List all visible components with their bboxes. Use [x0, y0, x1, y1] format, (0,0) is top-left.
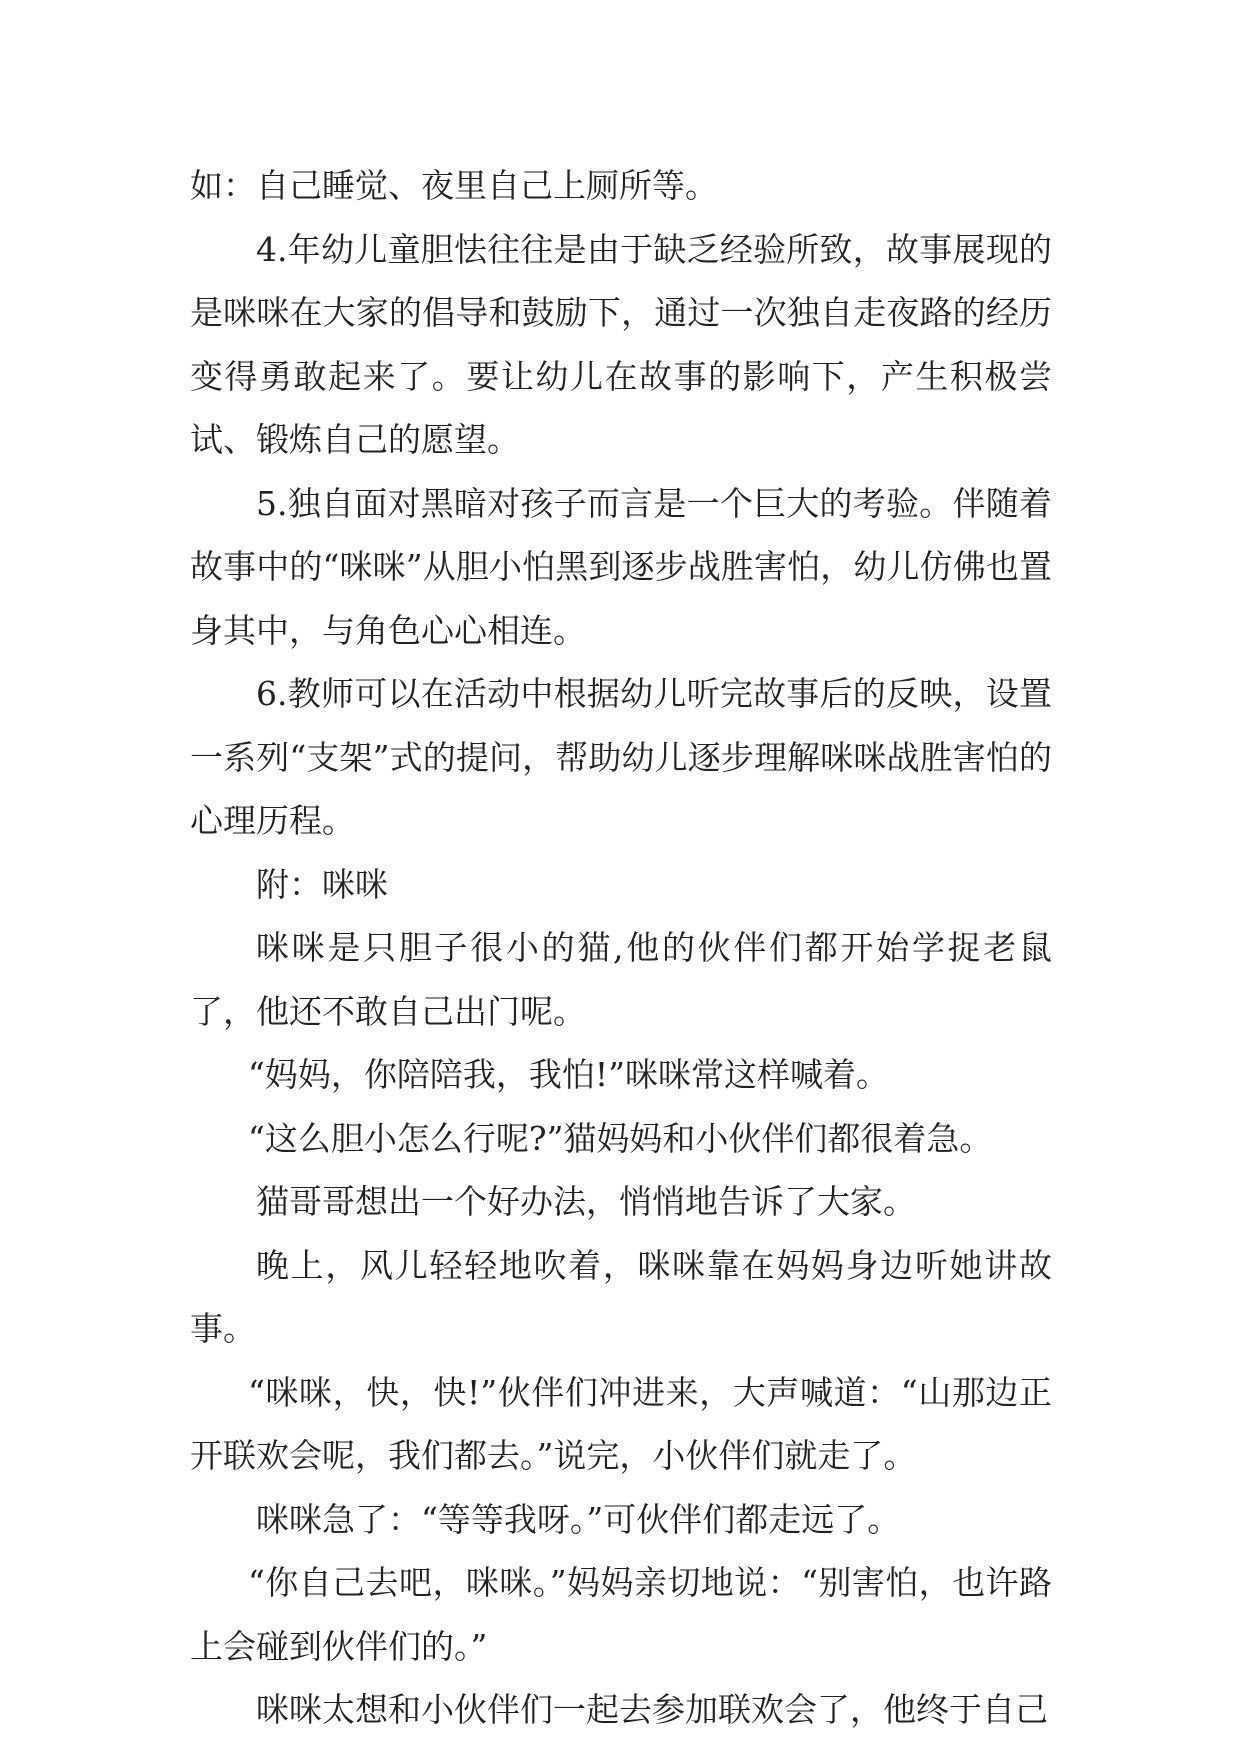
paragraph: “妈妈，你陪陪我，我怕!”咪咪常这样喊着。: [248, 1055, 890, 1094]
paragraph: 6.教师可以在活动中根据幼儿听完故事后的反映，设置一系列“支架”式的提问，帮助幼儿逐步理解咪咪战胜害怕的心理历程。: [190, 674, 1052, 840]
paragraph: “你自己去吧，咪咪。”妈妈亲切地说：“别害怕，也许路上会碰到伙伴们的。”: [190, 1563, 1052, 1666]
paragraph: 咪咪是只胆子很小的猫,他的伙伴们都开始学捉老鼠了，他还不敢自己出门呢。: [190, 928, 1052, 1031]
paragraph: 咪咪太想和小伙伴们一起去参加联欢会了，他终于自己: [256, 1690, 1048, 1729]
paragraph: 猫哥哥想出一个好办法，悄悄地告诉了大家。: [256, 1182, 916, 1221]
paragraph: 晚上，风儿轻轻地吹着，咪咪靠在妈妈身边听她讲故事。: [190, 1245, 1052, 1348]
paragraph: “咪咪，快，快!”伙伴们冲进来，大声喊道：“山那边正开联欢会呢，我们都去。”说完，小伙伴们就走了。: [190, 1372, 1052, 1475]
paragraph: 5.独自面对黑暗对孩子而言是一个巨大的考验。伴随着故事中的“咪咪”从胆小怕黑到逐步战胜害怕，幼儿仿佛也置身其中，与角色心心相连。: [190, 483, 1052, 650]
paragraph: 4.年幼儿童胆怯往往是由于缺乏经验所致，故事展现的是咪咪在大家的倡导和鼓励下，通过一次独自走夜路的经历变得勇敢起来了。要让幼儿在故事的影响下，产生积极尝试、锻炼自己的愿望。: [190, 229, 1052, 459]
paragraph: 咪咪急了：“等等我呀。”可伙伴们都走远了。: [256, 1499, 901, 1539]
appendix-heading: 附：咪咪: [256, 864, 388, 904]
paragraph: “这么胆小怎么行呢?”猫妈妈和小伙伴们都很着急。: [248, 1118, 993, 1158]
document-body: [190, 154, 1052, 1742]
paragraph: 如：自己睡觉、夜里自己上厕所等。: [190, 166, 718, 205]
